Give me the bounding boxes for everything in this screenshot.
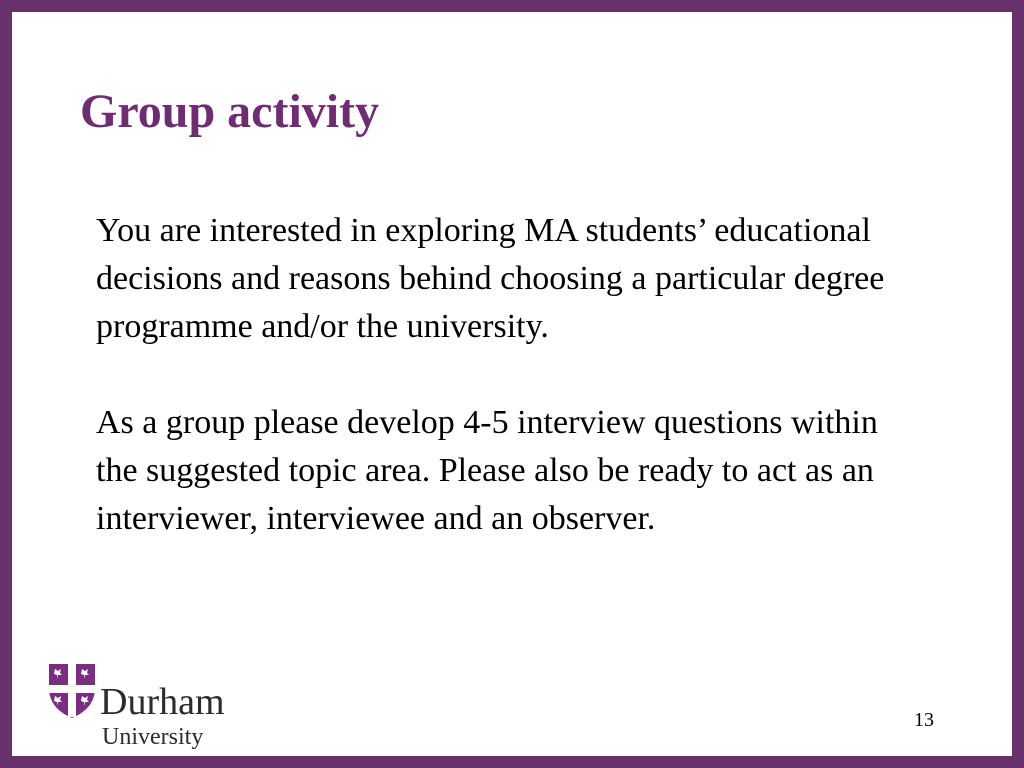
body-paragraph-2: As a group please develop 4-5 interview questions within the suggested topic area. Please also be ready to act as an interviewer, interviewee and an observer. [96,404,878,537]
logo-subtitle: University [102,724,204,750]
durham-university-logo [47,662,262,758]
slide-title: Group activity [80,85,380,138]
durham-crest-icon [47,662,97,720]
slide-body [96,207,916,543]
logo-wordmark: Durham [100,681,225,723]
body-paragraph-1: You are interested in exploring MA students’ educational decisions and reasons behind choosing a particular degree programme and/or the university. [96,212,885,345]
slide-number: 13 [914,709,934,731]
